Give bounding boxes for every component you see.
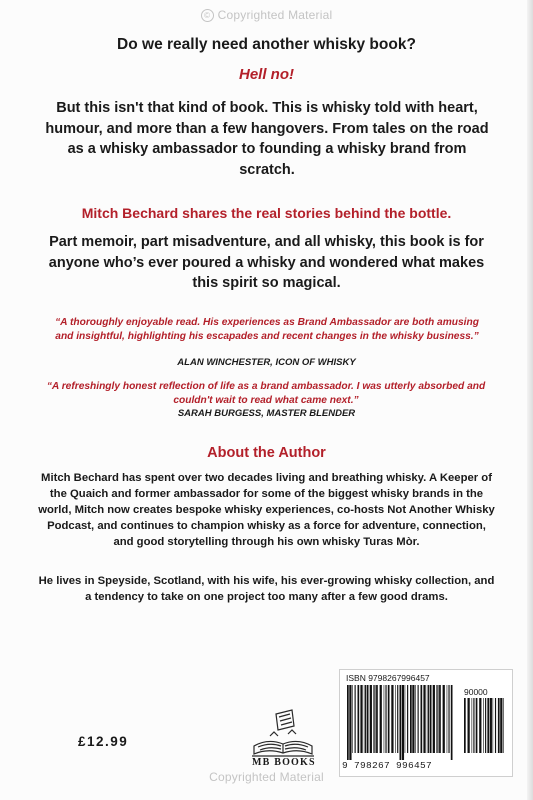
barcode-bar bbox=[439, 685, 441, 753]
watermark-text: Copyrighted Material bbox=[209, 770, 324, 784]
watermark-bottom bbox=[0, 770, 533, 784]
barcode-bar bbox=[490, 698, 492, 753]
watermark-top bbox=[0, 8, 533, 22]
barcode-bar bbox=[415, 685, 416, 753]
barcode-bar bbox=[412, 685, 414, 753]
page-edge-shadow bbox=[527, 0, 533, 800]
review-quote: “A thoroughly enjoyable read. His experiences as Brand Ambassador are both amusing and insightful, highlighting his escapades and recent changes in the whisky business.” bbox=[55, 317, 479, 342]
copyright-icon: © bbox=[201, 9, 214, 22]
barcode-bar bbox=[380, 685, 382, 753]
barcode-bar bbox=[483, 698, 484, 753]
barcode-panel bbox=[339, 669, 513, 777]
barcode-bar bbox=[391, 685, 393, 753]
publisher-name: MB BOOKS bbox=[252, 757, 316, 768]
barcode-bar bbox=[358, 685, 360, 753]
barcode-bar bbox=[464, 698, 466, 753]
barcode-bar bbox=[500, 698, 502, 753]
barcode-bar bbox=[473, 698, 474, 753]
barcode-addon-bars bbox=[463, 698, 507, 760]
barcode-bar bbox=[376, 685, 378, 753]
barcode-bar bbox=[349, 685, 351, 760]
barcode-bar bbox=[423, 685, 425, 753]
barcode-bar bbox=[367, 685, 369, 753]
barcode-bar bbox=[468, 698, 470, 753]
barcode-bar bbox=[402, 685, 404, 760]
barcode-bar bbox=[352, 685, 353, 753]
heading-question: Do we really need another whisky book? bbox=[117, 36, 416, 53]
review-quote: “A refreshingly honest reflection of life as a brand ambassador. I was utterly absorbed and couldn't wait to read what came next.” bbox=[46, 381, 486, 406]
intro-paragraph: But this isn't that kind of book. This is whisky told with heart, humour, and more than a few hangovers. From tales on the road as a whisky ambassador to founding a whisky brand from scratch. bbox=[45, 100, 489, 178]
watermark-text: Copyrighted Material bbox=[217, 8, 333, 22]
barcode-bar bbox=[495, 698, 496, 753]
barcode-bar bbox=[433, 685, 435, 753]
barcode-bar bbox=[388, 685, 390, 753]
barcode-bar bbox=[472, 698, 473, 753]
barcode-bar bbox=[451, 685, 453, 760]
barcode-bar bbox=[373, 685, 374, 753]
barcode-bar bbox=[370, 685, 372, 753]
review-attribution: ALAN WINCHESTER, ICON OF WHISKY bbox=[177, 357, 356, 368]
price: £12.99 bbox=[78, 734, 129, 749]
barcode-bar bbox=[437, 685, 438, 753]
about-author-heading: About the Author bbox=[207, 445, 326, 461]
barcode-bar bbox=[407, 685, 408, 753]
barcode-bar bbox=[384, 685, 385, 753]
barcode-bar bbox=[428, 685, 429, 753]
barcode-bar bbox=[374, 685, 375, 753]
barcode-bar bbox=[410, 685, 412, 753]
barcode-bar bbox=[364, 685, 365, 753]
isbn-label: ISBN 9798267996457 bbox=[346, 673, 430, 683]
review-attribution: SARAH BURGESS, MASTER BLENDER bbox=[177, 408, 356, 419]
barcode-bar bbox=[427, 685, 428, 753]
barcode-bar bbox=[347, 685, 349, 760]
barcode-bar bbox=[447, 685, 448, 753]
author-bio-paragraph: He lives in Speyside, Scotland, with his wife, his ever-growing whisky collection, and a tendency to take on one project too many after a few good drams. bbox=[38, 575, 495, 603]
barcode-bar bbox=[485, 698, 486, 753]
barcode-bar bbox=[397, 685, 398, 753]
barcode-bar bbox=[443, 685, 445, 753]
barcode-bar bbox=[436, 685, 437, 753]
barcode-bar bbox=[360, 685, 362, 753]
barcode-bar bbox=[365, 685, 366, 753]
tagline: Mitch Bechard shares the real stories behind the bottle. bbox=[81, 205, 452, 221]
barcode-bar bbox=[400, 685, 402, 760]
barcode-bar bbox=[418, 685, 419, 753]
barcode-bar bbox=[430, 685, 432, 753]
barcode-bar bbox=[498, 698, 500, 753]
barcode-bar bbox=[476, 698, 478, 753]
memoir-paragraph: Part memoir, part misadventure, and all whisky, this book is for anyone who’s ever poured a whisky and wondered what makes this spirit so magical. bbox=[48, 234, 485, 291]
barcode-bar bbox=[385, 685, 386, 753]
barcode-bars bbox=[346, 685, 456, 760]
barcode-addon-number: 90000 bbox=[464, 687, 488, 697]
author-bio-paragraph: Mitch Bechard has spent over two decades living and breathing whisky. A Keeper of the Quaich and former ambassador for some of the biggest whisky brands in the world, Mitch now creates bespoke whisky experiences, co-hosts Not Another Whisky Podcast, and continues to champion whisky as a force for adventure, connection, and good storytelling through his own whisky Turas Mòr. bbox=[38, 472, 495, 548]
barcode-bar bbox=[487, 698, 489, 753]
barcode-bar bbox=[448, 685, 449, 753]
barcode-bar bbox=[405, 685, 406, 753]
barcode-bar bbox=[355, 685, 356, 753]
barcode-bar bbox=[421, 685, 423, 753]
barcode-bar bbox=[395, 685, 396, 753]
barcode-digits: 9 798267 996457 bbox=[342, 760, 433, 771]
barcode-bar bbox=[503, 698, 504, 753]
barcode-bar bbox=[493, 698, 494, 753]
hell-no-text: Hell no! bbox=[239, 66, 294, 83]
barcode-bar bbox=[479, 698, 481, 753]
